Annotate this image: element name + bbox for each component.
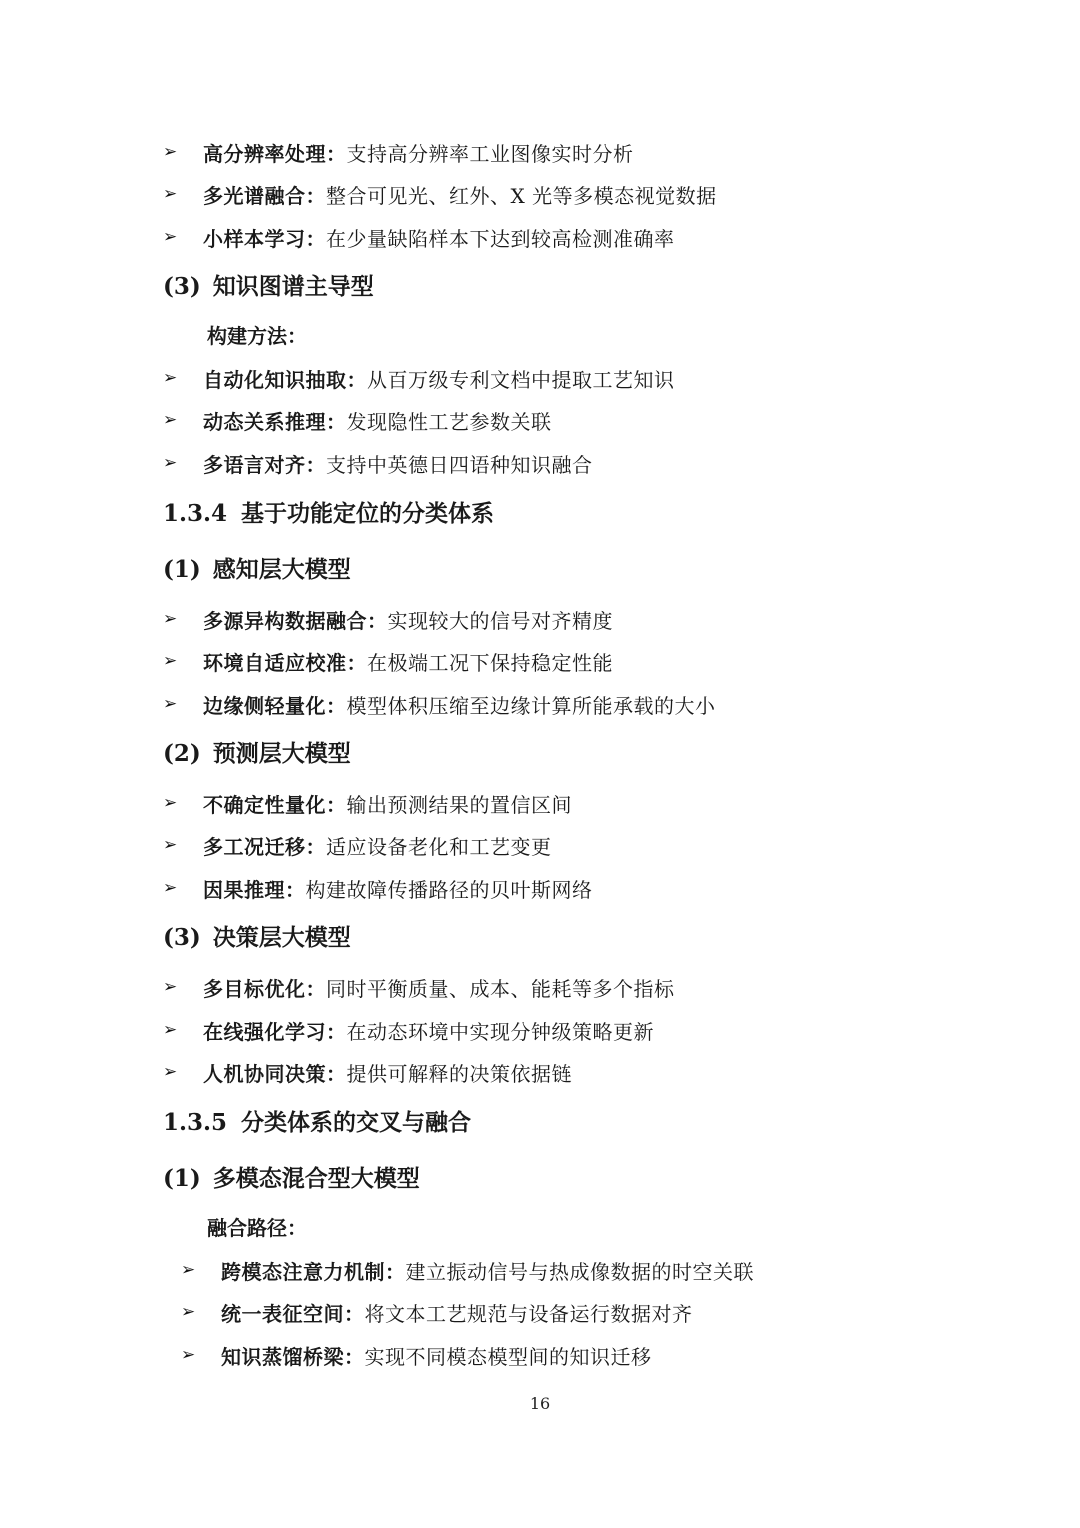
bullet-desc: 建立振动信号与热成像数据的时空关联	[405, 1259, 754, 1284]
subsection-number: (2)	[163, 740, 201, 767]
subsection-number: (3)	[163, 273, 201, 300]
bullet-term: 环境自适应校准：	[203, 650, 367, 675]
bullet-term: 统一表征空间：	[221, 1301, 365, 1326]
bullet-term: 边缘侧轻量化：	[203, 693, 347, 718]
bullet-term: 因果推理：	[203, 877, 306, 902]
section-number: 1.3.4	[163, 500, 228, 527]
list-item	[163, 1015, 654, 1045]
subsection-title: 多模态混合型大模型	[212, 1166, 420, 1192]
bullet-desc: 构建故障传播路径的贝叶斯网络	[305, 877, 593, 902]
list-item	[163, 972, 675, 1002]
bullet-term: 动态关系推理：	[203, 409, 347, 434]
list-item	[163, 604, 613, 634]
section-heading-1-3-4	[163, 497, 494, 531]
section-number: 1.3.5	[163, 1109, 228, 1136]
bullet-desc: 在少量缺陷样本下达到较高检测准确率	[326, 226, 675, 251]
section-title: 分类体系的交叉与融合	[241, 1110, 472, 1136]
bullet-term: 跨模态注意力机制：	[221, 1259, 406, 1284]
list-item	[163, 363, 675, 393]
list-item	[163, 405, 552, 435]
bullet-desc: 支持中英德日四语种知识融合	[326, 452, 593, 477]
bullet-term: 人机协同决策：	[203, 1061, 347, 1086]
subsection-number: (1)	[163, 1165, 201, 1192]
subsection-number: (1)	[163, 556, 201, 583]
list-item	[163, 689, 716, 719]
bullet-term: 在线强化学习：	[203, 1019, 347, 1044]
bullet-desc: 从百万级专利文档中提取工艺知识	[367, 367, 675, 392]
list-item	[163, 137, 634, 167]
subsection-number: (3)	[163, 924, 201, 951]
section-title: 基于功能定位的分类体系	[241, 501, 495, 527]
subsection-heading-perception	[163, 553, 351, 587]
arrow-bullet-icon: ➢	[163, 835, 178, 855]
bullet-term: 自动化知识抽取：	[203, 367, 367, 392]
bullet-desc: 整合可见光、红外、X 光等多模态视觉数据	[326, 183, 717, 208]
list-item	[181, 1255, 754, 1285]
arrow-bullet-icon: ➢	[163, 1062, 178, 1082]
arrow-bullet-icon: ➢	[163, 453, 178, 473]
bullet-desc: 同时平衡质量、成本、能耗等多个指标	[326, 976, 675, 1001]
bullet-desc: 在极端工况下保持稳定性能	[367, 650, 613, 675]
bullet-desc: 适应设备老化和工艺变更	[326, 834, 552, 859]
subsection-title: 决策层大模型	[212, 925, 351, 951]
arrow-bullet-icon: ➢	[163, 694, 178, 714]
subsection-title: 知识图谱主导型	[212, 274, 374, 300]
subsection-heading-kg	[163, 270, 374, 304]
bullet-desc: 将文本工艺规范与设备运行数据对齐	[364, 1301, 693, 1326]
bullet-desc: 发现隐性工艺参数关联	[346, 409, 552, 434]
list-item	[163, 830, 552, 860]
list-item	[163, 448, 593, 478]
bullet-term: 多光谱融合：	[203, 183, 326, 208]
arrow-bullet-icon: ➢	[181, 1345, 196, 1365]
subsection-heading-decision	[163, 921, 351, 955]
arrow-bullet-icon: ➢	[163, 184, 178, 204]
list-item	[181, 1297, 693, 1327]
subsection-title: 预测层大模型	[212, 741, 351, 767]
bullet-term: 小样本学习：	[203, 226, 326, 251]
bullet-desc: 输出预测结果的置信区间	[346, 792, 572, 817]
subsection-heading-multimodal	[163, 1162, 420, 1196]
bullet-term: 多目标优化：	[203, 976, 326, 1001]
bullet-term: 高分辨率处理：	[203, 141, 347, 166]
bullet-desc: 实现不同模态模型间的知识迁移	[364, 1344, 652, 1369]
list-item	[163, 646, 613, 676]
subsection-heading-prediction	[163, 737, 351, 771]
list-item	[163, 873, 593, 903]
list-item	[163, 1057, 572, 1087]
bullet-term: 多源异构数据融合：	[203, 608, 388, 633]
arrow-bullet-icon: ➢	[163, 793, 178, 813]
subsection-title: 感知层大模型	[212, 557, 351, 583]
bullet-term: 多语言对齐：	[203, 452, 326, 477]
arrow-bullet-icon: ➢	[163, 410, 178, 430]
bullet-desc: 实现较大的信号对齐精度	[387, 608, 613, 633]
bullet-desc: 支持高分辨率工业图像实时分析	[346, 141, 634, 166]
bullet-term: 不确定性量化：	[203, 792, 347, 817]
arrow-bullet-icon: ➢	[163, 1020, 178, 1040]
arrow-bullet-icon: ➢	[163, 227, 178, 247]
method-label: 构建方法：	[207, 324, 307, 348]
bullet-desc: 在动态环境中实现分钟级策略更新	[346, 1019, 654, 1044]
arrow-bullet-icon: ➢	[163, 142, 178, 162]
arrow-bullet-icon: ➢	[163, 651, 178, 671]
arrow-bullet-icon: ➢	[163, 609, 178, 629]
section-heading-1-3-5	[163, 1106, 471, 1140]
list-item	[181, 1340, 652, 1370]
arrow-bullet-icon: ➢	[181, 1260, 196, 1280]
list-item	[163, 788, 572, 818]
list-item	[163, 179, 717, 209]
arrow-bullet-icon: ➢	[163, 977, 178, 997]
bullet-desc: 模型体积压缩至边缘计算所能承载的大小	[346, 693, 716, 718]
bullet-term: 多工况迁移：	[203, 834, 326, 859]
bullet-desc: 提供可解释的决策依据链	[346, 1061, 572, 1086]
list-item	[163, 222, 675, 252]
bullet-term: 知识蒸馏桥梁：	[221, 1344, 365, 1369]
arrow-bullet-icon: ➢	[181, 1302, 196, 1322]
path-label: 融合路径：	[207, 1216, 307, 1240]
arrow-bullet-icon: ➢	[163, 878, 178, 898]
arrow-bullet-icon: ➢	[163, 368, 178, 388]
page-number: 16	[529, 1394, 551, 1413]
